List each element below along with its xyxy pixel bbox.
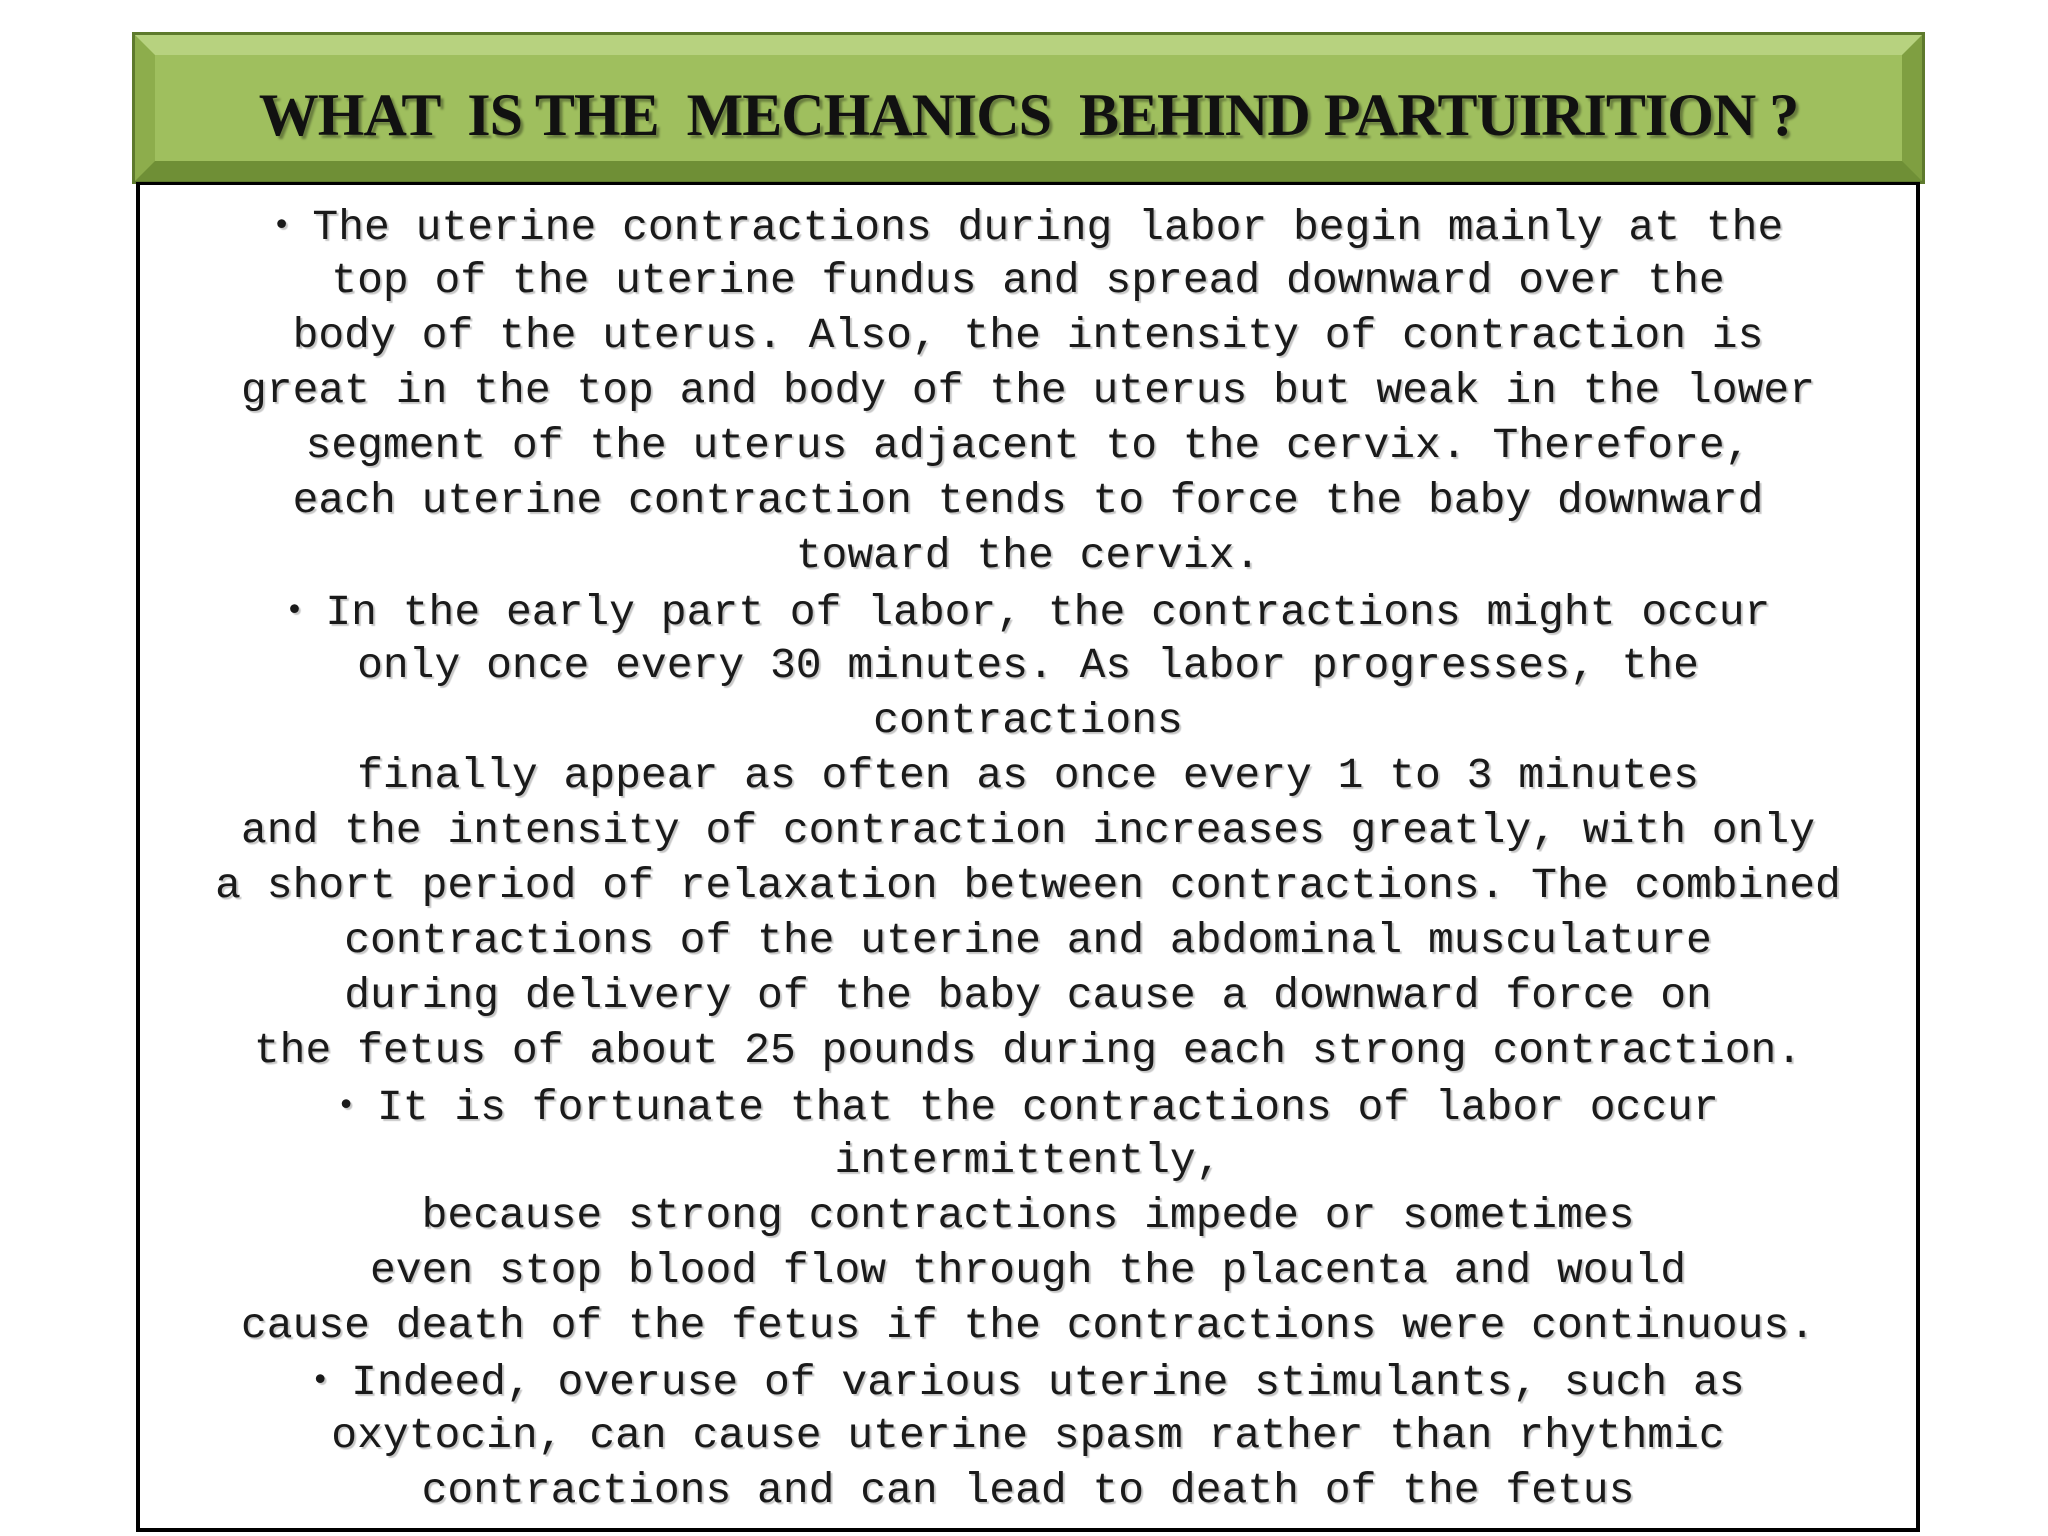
bullet-icon: • [311,1363,330,1398]
text-line: even stop blood flow through the placenta and would [369,1246,1686,1295]
text-line: a short period of relaxation between contractions. The combined [215,861,1841,910]
bullet-icon: • [337,1088,355,1123]
text-line: and the intensity of contraction increases greatly, with only [240,806,1816,855]
text-line: contractions [873,696,1183,745]
slide-title: WHAT IS THE MECHANICS BEHIND PARTUIRITION ? [258,81,1799,148]
text-line: body of the uterus. Also, the intensity of contraction is [292,311,1764,360]
text-line: finally appear as often as once every 1 to 3 minutes [357,751,1699,800]
text-line: oxytocin, can cause uterine spasm rather than rhythmic [331,1411,1725,1460]
text-line: contractions and can lead to death of the fetus [421,1466,1635,1515]
text-line: top of the uterine fundus and spread downward over the [331,256,1725,305]
bullet-line: • Indeed, overuse of various uterine stimulants, such as [311,1358,1745,1407]
text-line: during delivery of the baby cause a downward force on [344,971,1712,1020]
bullet-icon: • [272,208,291,243]
bullet-icon: • [285,593,304,628]
bullet-line: • In the early part of labor, the contractions might occur [285,588,1771,637]
text-line: only once every 30 minutes. As labor progresses, the [357,641,1699,690]
slide-content [140,198,1916,1518]
bullet-line: • It is fortunate that the contractions of labor occur [337,1083,1719,1132]
text-line: each uterine contraction tends to force the baby downward [292,476,1764,525]
text-line: segment of the uterus adjacent to the cervix. Therefore, [305,421,1751,470]
text-line: cause death of the fetus if the contractions were continuous. [240,1301,1816,1350]
bullet-line: • The uterine contractions during labor begin mainly at the [272,203,1784,252]
text-line: great in the top and body of the uterus but weak in the lower [240,366,1816,415]
text-line: contractions of the uterine and abdominal musculature [344,916,1712,965]
slide-title-banner [135,35,1922,181]
slide-body-box [136,182,1920,1532]
text-line: toward the cervix. [795,531,1261,580]
text-line: the fetus of about 25 pounds during each strong contraction. [253,1026,1803,1075]
text-line: intermittently, [834,1136,1222,1185]
text-line: because strong contractions impede or sometimes [421,1191,1635,1240]
